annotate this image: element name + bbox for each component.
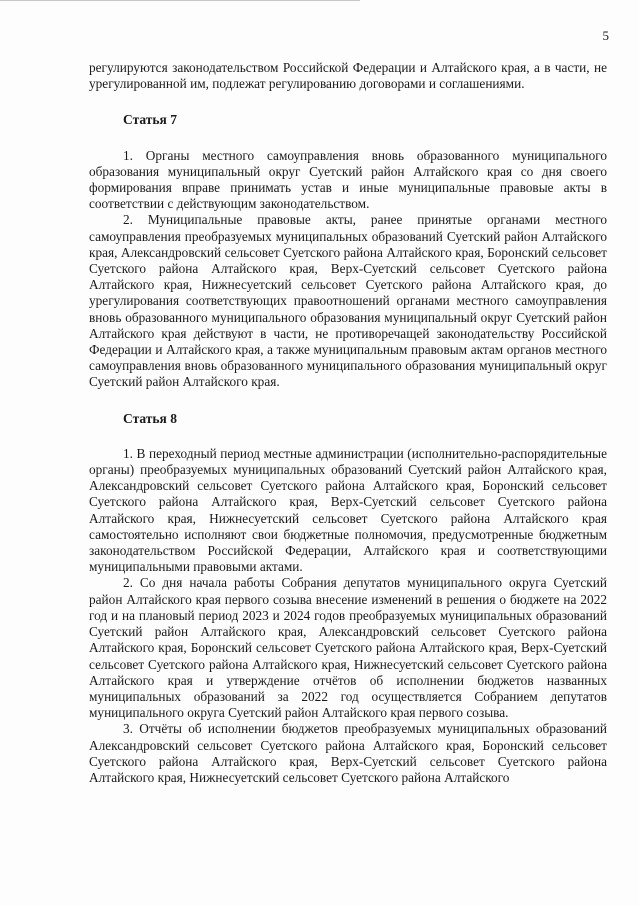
intro-paragraph: регулируются законодательством Российской Федерации и Алтайского края, а в части, не урегулированной им, подлежат регулированию договорами и соглашениями. [89,60,607,92]
article-8-paragraph-3: 3. Отчёты об исполнении бюджетов преобразуемых муниципальных образований Александровский сельсовет Суетского района Алтайского края, Боронский сельсовет Суетского района Алтайского края, Верх-Суетский сельсовет Суетского района Алтайского края, Нижнесуетский сельсовет Суетского района Алтайского [89,721,607,785]
article-7-heading: Статья 7 [123,112,177,128]
document-body [89,60,607,786]
article-8-heading: Статья 8 [123,410,177,426]
top-edge-rule [0,0,360,1]
article-8-paragraph-2: 2. Со дня начала работы Собрания депутатов муниципального округа Суетский район Алтайского края первого созыва внесение изменений в решения о бюджете на 2022 год и на плановый период 2023 и 2024 годов преобразуемых муниципальных образований Суетский район Алтайского края, Александровский сельсовет Суетского района Алтайского края, Боронский сельсовет Суетского района Алтайского края, Верх-Суетский сельсовет Суетского района Алтайского края, Нижнесуетский сельсовет Суетского района Алтайского края и утверждение отчётов об исполнении бюджетов названных муниципальных образований за 2022 год осуществляется Собранием депутатов муниципального округа Суетский район Алтайского края первого созыва. [89,575,607,721]
article-8-paragraph-1: 1. В переходный период местные администрации (исполнительно-распорядительные органы) преобразуемых муниципальных образований Суетский район Алтайского края, Александровский сельсовет Суетского района Алтайского края, Боронский сельсовет Суетского района Алтайского края, Верх-Суетский сельсовет Суетского района Алтайского края, Нижнесуетский сельсовет Суетского района Алтайского края самостоятельно исполняют свои бюджетные полномочия, предусмотренные бюджетным законодательством Российской Федерации, Алтайского края и соответствующими муниципальными правовыми актами. [89,445,607,575]
article-7-paragraph-1: 1. Органы местного самоуправления вновь образованного муниципального образования муниципальный округ Суетский район Алтайского края со дня своего формирования вправе принимать устав и иные муниципальные правовые акты в соответствии с действующим законодательством. [89,147,607,212]
article-7-paragraph-2: 2. Муниципальные правовые акты, ранее принятые органами местного самоуправления преобразуемых муниципальных образований Суетский район Алтайского края, Александровский сельсовет Суетского района Алтайского края, Боронский сельсовет Суетского района Алтайского края, Верх-Суетский сельсовет Суетского района Алтайского края, Нижнесуетский сельсовет Суетского района Алтайского края, до урегулирования соответствующих правоотношений органами местного самоуправления вновь образованного муниципального образования муниципальный округ Суетский район Алтайского края действуют в части, не противоречащей законодательству Российской Федерации и Алтайского края, а также муниципальным правовым актам органов местного самоуправления вновь образованного муниципального образования муниципальный округ Суетский район Алтайского края. [89,212,607,390]
page-number: 5 [602,28,609,43]
